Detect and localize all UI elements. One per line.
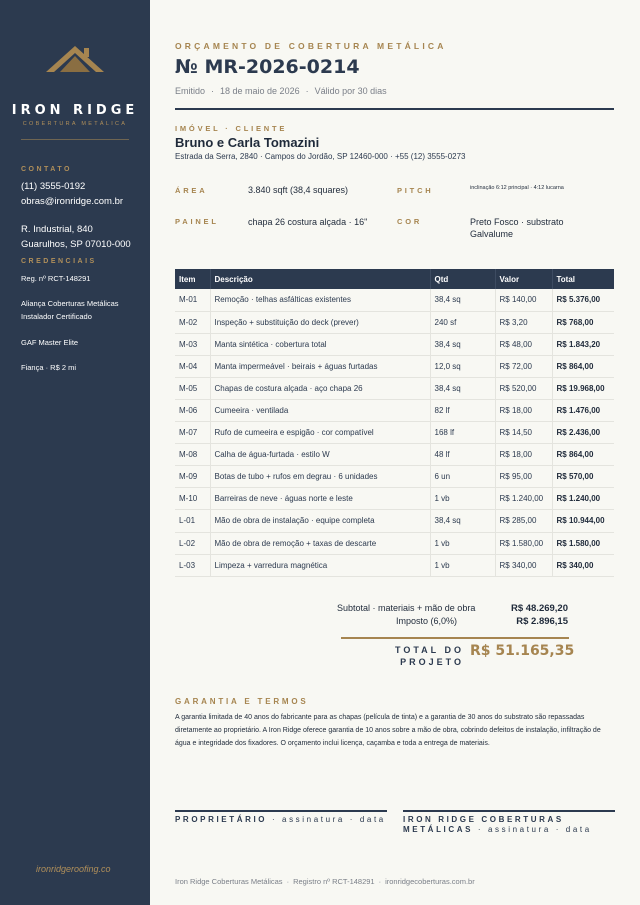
item-unit-price: R$ 1.240,00 <box>495 488 552 510</box>
table-row <box>175 510 614 532</box>
table-row <box>175 532 614 554</box>
item-code: M-07 <box>175 422 210 444</box>
item-code: M-01 <box>175 289 210 311</box>
item-description: Chapas de costura alçada · aço chapa 26 <box>210 377 430 399</box>
item-qty: 1 vb <box>430 554 495 576</box>
item-total: R$ 1.843,20 <box>552 333 614 355</box>
owner-signature-line[interactable] <box>175 810 387 812</box>
color-value-line1: Preto Fosco · substrato <box>470 217 564 227</box>
item-description: Limpeza + varredura magnética <box>210 554 430 576</box>
company-signature-suffix: · assinatura · data <box>477 825 592 834</box>
item-code: M-10 <box>175 488 210 510</box>
item-qty: 240 sf <box>430 311 495 333</box>
line-items-table <box>175 269 614 577</box>
area-value: 3.840 sqft (38,4 squares) <box>248 185 349 195</box>
item-unit-price: R$ 95,00 <box>495 466 552 488</box>
subtotal-value: R$ 48.269,20 <box>510 603 568 614</box>
item-total: R$ 19.968,00 <box>552 377 614 399</box>
client-street: Estrada da Serra, 2840 <box>175 152 258 161</box>
item-description: Remoção · telhas asfálticas existentes <box>210 289 430 311</box>
item-qty: 1 vb <box>430 532 495 554</box>
item-qty: 48 lf <box>430 444 495 466</box>
item-description: Botas de tubo + rufos em degrau · 6 unidades <box>210 466 430 488</box>
registration-number: Reg. nº RCT-148291 <box>21 274 91 283</box>
item-code: L-03 <box>175 554 210 576</box>
footer-site[interactable]: ironridgecoberturas.com.br <box>385 877 475 886</box>
footer-registry: Registro nº RCT-148291 <box>293 877 375 886</box>
table-body <box>175 289 614 576</box>
item-code: M-06 <box>175 399 210 421</box>
company-sig-line1: IRON RIDGE COBERTURAS <box>403 815 564 824</box>
table-row <box>175 422 614 444</box>
gaf-credential: GAF Master Elite <box>21 338 79 347</box>
table-row <box>175 377 614 399</box>
item-total: R$ 5.376,00 <box>552 289 614 311</box>
company-sig-line2-wrap <box>403 825 615 835</box>
document-meta: Emitido · 18 de maio de 2026 · Válido por 30 dias <box>175 86 387 96</box>
item-unit-price: R$ 3,20 <box>495 311 552 333</box>
terms-text: A garantia limitada de 40 anos do fabricante para as chapas (película de tinta) e a garantia de 30 anos do substrato são repassadas diretamente ao proprietário. A Iron Ridge oferece garantia de 10 anos sobre a mão de obra, cobrindo defeitos de instalação, infiltração de água e integridade dos fixadores. O orçamento inclui licença, caçamba e toda a entrega de materiais. <box>175 714 601 747</box>
alliance-line1: Aliança Coberturas Metálicas <box>21 299 119 308</box>
item-qty: 12,0 sq <box>430 355 495 377</box>
client-name: Bruno e Carla Tomazini <box>175 135 320 150</box>
item-qty: 38,4 sq <box>430 333 495 355</box>
item-unit-price: R$ 140,00 <box>495 289 552 311</box>
item-code: M-02 <box>175 311 210 333</box>
item-code: M-04 <box>175 355 210 377</box>
sidebar <box>0 0 150 905</box>
owner-signature-suffix: · assinatura · data <box>271 815 386 824</box>
column-header-item: Item <box>175 269 210 289</box>
item-description: Manta sintética · cobertura total <box>210 333 430 355</box>
contact-label: CONTATO <box>21 166 72 173</box>
item-description: Rufo de cumeeira e espigão · cor compatível <box>210 422 430 444</box>
issued-label: Emitido <box>175 86 206 96</box>
contact-email[interactable]: obras@ironridge.com.br <box>21 196 124 207</box>
color-label: COR <box>397 217 423 226</box>
item-total: R$ 864,00 <box>552 444 614 466</box>
item-unit-price: R$ 520,00 <box>495 377 552 399</box>
item-description: Mão de obra de instalação · equipe completa <box>210 510 430 532</box>
brand-name: IRON RIDGE <box>11 103 139 118</box>
item-description: Manta impermeável · beirais + águas furtadas <box>210 355 430 377</box>
column-header-total: Total <box>552 269 614 289</box>
total-divider <box>341 637 569 639</box>
item-unit-price: R$ 72,00 <box>495 355 552 377</box>
column-header-qty: Qtd <box>430 269 495 289</box>
item-total: R$ 340,00 <box>552 554 614 576</box>
item-description: Inspeção + substituição do deck (prever) <box>210 311 430 333</box>
table-header-row <box>175 269 614 289</box>
item-description: Cumeeira · ventilada <box>210 399 430 421</box>
tax-value: R$ 2.896,15 <box>516 616 568 627</box>
tax-label: Imposto (6,0%) <box>396 616 458 626</box>
area-label: ÁREA <box>175 186 208 195</box>
item-code: M-03 <box>175 333 210 355</box>
terms-label: GARANTIA E TERMOS <box>175 697 309 706</box>
column-header-unit-price: Valor <box>495 269 552 289</box>
brand-subtitle: COBERTURA METÁLICA <box>22 121 128 127</box>
item-total: R$ 570,00 <box>552 466 614 488</box>
footer: Iron Ridge Coberturas Metálicas · Registro nº RCT-148291 · ironridgecoberturas.com.br <box>175 877 475 886</box>
table-row <box>175 289 614 311</box>
item-code: L-01 <box>175 510 210 532</box>
item-total: R$ 1.240,00 <box>552 488 614 510</box>
table-row <box>175 311 614 333</box>
item-unit-price: R$ 48,00 <box>495 333 552 355</box>
item-qty: 38,4 sq <box>430 510 495 532</box>
item-qty: 6 un <box>430 466 495 488</box>
header-divider <box>175 108 614 110</box>
item-unit-price: R$ 18,00 <box>495 399 552 421</box>
validity: Válido por 30 dias <box>314 86 387 96</box>
company-sig-line2: METÁLICAS <box>403 825 474 834</box>
item-code: M-09 <box>175 466 210 488</box>
table-row <box>175 444 614 466</box>
owner-title: PROPRIETÁRIO <box>175 815 268 824</box>
table-row <box>175 554 614 576</box>
table-row <box>175 333 614 355</box>
issue-date: 18 de maio de 2026 <box>220 86 300 96</box>
subtotal-label: Subtotal · materiais + mão de obra <box>337 603 476 613</box>
item-qty: 38,4 sq <box>430 377 495 399</box>
item-unit-price: R$ 1.580,00 <box>495 532 552 554</box>
item-total: R$ 10.944,00 <box>552 510 614 532</box>
item-qty: 38,4 sq <box>430 289 495 311</box>
item-description: Barreiras de neve · águas norte e leste <box>210 488 430 510</box>
item-total: R$ 864,00 <box>552 355 614 377</box>
color-value-line2: Galvalume <box>470 229 514 239</box>
column-header-description: Descrição <box>210 269 430 289</box>
item-unit-price: R$ 340,00 <box>495 554 552 576</box>
grand-total-value: R$ 51.165,35 <box>470 643 575 659</box>
item-qty: 1 vb <box>430 488 495 510</box>
document-eyebrow: ORÇAMENTO DE COBERTURA METÁLICA <box>175 41 447 51</box>
bond-credential: Fiança · R$ 2 mi <box>21 363 77 372</box>
table-row <box>175 399 614 421</box>
item-code: M-05 <box>175 377 210 399</box>
pitch-label: PITCH <box>397 186 434 195</box>
table-row <box>175 466 614 488</box>
client-phone: +55 (12) 3555-0273 <box>394 152 466 161</box>
item-total: R$ 1.580,00 <box>552 532 614 554</box>
grand-total-label: TOTAL DO PROJETO <box>395 645 464 667</box>
item-description: Calha de água-furtada · estilo W <box>210 444 430 466</box>
alliance-line2: Instalador Certificado <box>21 312 92 321</box>
item-unit-price: R$ 18,00 <box>495 444 552 466</box>
company-signature-line[interactable] <box>403 810 615 812</box>
sidebar-divider <box>21 139 129 140</box>
panel-label: PAINEL <box>175 217 219 226</box>
address-line1: R. Industrial, 840 <box>21 224 93 235</box>
item-total: R$ 1.476,00 <box>552 399 614 421</box>
footer-company: Iron Ridge Coberturas Metálicas <box>175 877 283 886</box>
sidebar-website[interactable]: ironridgeroofing.co <box>36 864 111 874</box>
document-title: № MR-2026-0214 <box>175 56 360 78</box>
company-signature-label <box>403 815 615 835</box>
owner-signature-label <box>175 815 387 825</box>
item-unit-price: R$ 285,00 <box>495 510 552 532</box>
item-unit-price: R$ 14,50 <box>495 422 552 444</box>
panel-value: chapa 26 costura alçada · 16" <box>248 217 368 227</box>
table-row <box>175 488 614 510</box>
item-qty: 168 lf <box>430 422 495 444</box>
item-qty: 82 lf <box>430 399 495 421</box>
item-code: M-08 <box>175 444 210 466</box>
contact-phone[interactable]: (11) 3555-0192 <box>21 181 86 192</box>
client-city: Campos do Jordão, SP 12460-000 <box>264 152 388 161</box>
address-line2: Guarulhos, SP 07010-000 <box>21 239 131 250</box>
client-address: Estrada da Serra, 2840 · Campos do Jordão, SP 12460-000 · +55 (12) 3555-0273 <box>175 152 466 161</box>
roof-logo-icon <box>44 44 106 74</box>
table-row <box>175 355 614 377</box>
item-code: L-02 <box>175 532 210 554</box>
credentials-label: CREDENCIAIS <box>21 258 97 265</box>
item-description: Mão de obra de remoção + taxas de descarte <box>210 532 430 554</box>
client-section-label: IMÓVEL · CLIENTE <box>175 124 288 133</box>
pitch-value: inclinação 6:12 principal · 4:12 lucarna <box>470 185 564 191</box>
item-total: R$ 768,00 <box>552 311 614 333</box>
item-total: R$ 2.436,00 <box>552 422 614 444</box>
